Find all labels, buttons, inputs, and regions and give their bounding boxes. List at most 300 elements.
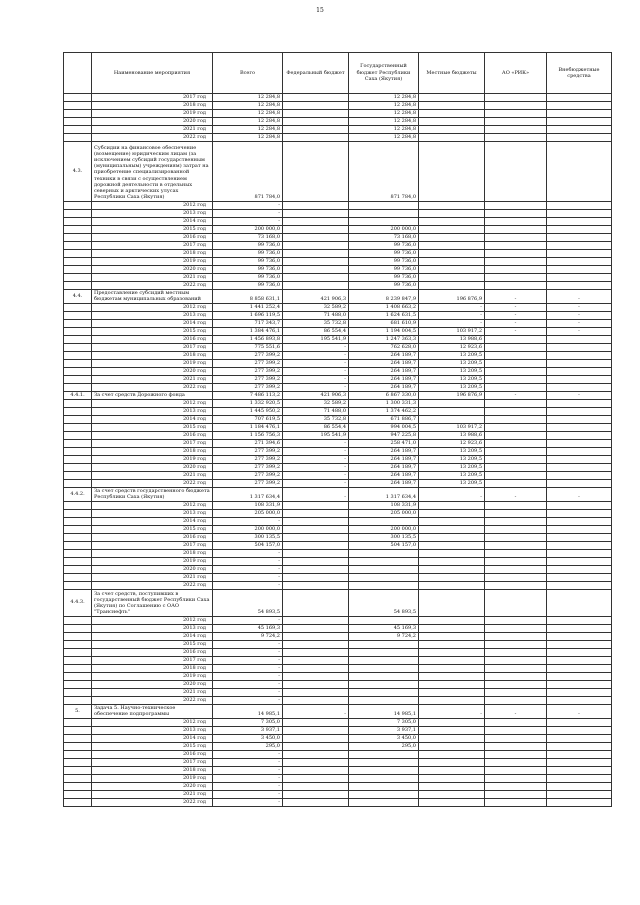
federal-cell: 421 906,3 [283, 391, 349, 399]
local-cell [419, 533, 485, 541]
rik-cell [485, 525, 547, 533]
total-cell: 277 399,2 [213, 359, 283, 367]
rik-cell [485, 126, 547, 134]
federal-cell: - [283, 343, 349, 351]
offbudget-cell: - [547, 289, 612, 303]
year-label: 2021 год [92, 375, 213, 383]
row-index [64, 303, 92, 311]
total-cell: - [213, 758, 283, 766]
offbudget-cell: - [547, 391, 612, 399]
local-cell: 13 209,5 [419, 479, 485, 487]
offbudget-cell [547, 281, 612, 289]
row-index [64, 265, 92, 273]
offbudget-cell [547, 718, 612, 726]
year-row [64, 447, 612, 455]
year-row [64, 241, 612, 249]
year-label: 2017 год [92, 343, 213, 351]
rik-cell [485, 766, 547, 774]
offbudget-cell [547, 241, 612, 249]
local-cell: 13 209,5 [419, 383, 485, 391]
row-index [64, 399, 92, 407]
row-index [64, 439, 92, 447]
row-index [64, 273, 92, 281]
year-row [64, 110, 612, 118]
row-index [64, 431, 92, 439]
local-cell: 13 988,6 [419, 431, 485, 439]
local-cell [419, 656, 485, 664]
republic-cell: 1 300 331,3 [349, 399, 419, 407]
year-row [64, 118, 612, 126]
year-row [64, 696, 612, 704]
total-cell: 1 317 634,4 [213, 487, 283, 501]
republic-cell: 200 000,0 [349, 225, 419, 233]
total-cell: - [213, 782, 283, 790]
local-cell [419, 501, 485, 509]
local-cell [419, 399, 485, 407]
total-cell: 871 784,0 [213, 142, 283, 202]
federal-cell [283, 616, 349, 624]
local-cell: - [419, 704, 485, 718]
offbudget-cell [547, 557, 612, 565]
row-index [64, 656, 92, 664]
republic-cell: 295,0 [349, 742, 419, 750]
rik-cell [485, 557, 547, 565]
total-cell: - [213, 680, 283, 688]
year-row [64, 648, 612, 656]
local-cell: 13 209,5 [419, 375, 485, 383]
total-cell: 1 441 252,4 [213, 303, 283, 311]
row-index [64, 110, 92, 118]
local-cell [419, 573, 485, 581]
year-row [64, 273, 612, 281]
local-cell [419, 233, 485, 241]
total-cell: 12 284,8 [213, 102, 283, 110]
republic-cell: 947 225,8 [349, 431, 419, 439]
section-row [64, 142, 612, 202]
local-cell [419, 273, 485, 281]
local-cell [419, 517, 485, 525]
year-label: 2014 год [92, 415, 213, 423]
federal-cell: - [283, 351, 349, 359]
local-cell: - [419, 311, 485, 319]
rik-cell [485, 471, 547, 479]
offbudget-cell [547, 343, 612, 351]
total-cell: 1 156 756,3 [213, 431, 283, 439]
total-cell: 277 399,2 [213, 447, 283, 455]
row-index [64, 565, 92, 573]
rik-cell [485, 742, 547, 750]
total-cell: - [213, 557, 283, 565]
republic-cell [349, 573, 419, 581]
local-cell [419, 118, 485, 126]
local-cell [419, 616, 485, 624]
rik-cell [485, 94, 547, 102]
local-cell [419, 734, 485, 742]
row-index [64, 557, 92, 565]
row-index [64, 209, 92, 217]
republic-cell: 73 168,0 [349, 233, 419, 241]
total-cell: 277 399,2 [213, 351, 283, 359]
federal-cell [283, 265, 349, 273]
row-index: 4.3. [64, 142, 92, 202]
year-row [64, 680, 612, 688]
year-row [64, 265, 612, 273]
offbudget-cell [547, 471, 612, 479]
federal-cell: 86 554,4 [283, 423, 349, 431]
row-index [64, 726, 92, 734]
offbudget-cell [547, 581, 612, 589]
total-cell: - [213, 640, 283, 648]
local-cell [419, 126, 485, 134]
year-label: 2015 год [92, 742, 213, 750]
federal-cell [283, 241, 349, 249]
row-index [64, 501, 92, 509]
local-cell [419, 774, 485, 782]
offbudget-cell [547, 463, 612, 471]
rik-cell: - [485, 487, 547, 501]
offbudget-cell [547, 415, 612, 423]
offbudget-cell [547, 439, 612, 447]
local-cell [419, 134, 485, 142]
local-cell [419, 541, 485, 549]
federal-cell: - [283, 487, 349, 501]
offbudget-cell [547, 573, 612, 581]
total-cell: 1 696 119,5 [213, 311, 283, 319]
local-cell [419, 142, 485, 202]
federal-cell: 86 554,4 [283, 327, 349, 335]
local-cell: - [419, 319, 485, 327]
rik-cell [485, 439, 547, 447]
section-title: Субсидии на финансовое обеспечение (возмещение) юридическим лицам (за исключением субсидий государственным (муниципальным) учреждениям) затрат на приобретение специализированной техники в связи с осуществлением дорожной деятельности в отдельных северных и арктических улусах Республики Саха (Якутия) [92, 142, 213, 202]
offbudget-cell [547, 447, 612, 455]
year-label: 2018 год [92, 447, 213, 455]
offbudget-cell [547, 664, 612, 672]
federal-cell: 32 589,2 [283, 399, 349, 407]
federal-cell [283, 557, 349, 565]
offbudget-cell [547, 134, 612, 142]
total-cell: 717 343,7 [213, 319, 283, 327]
offbudget-cell [547, 640, 612, 648]
offbudget-cell [547, 696, 612, 704]
offbudget-cell [547, 509, 612, 517]
offbudget-cell [547, 501, 612, 509]
year-label: 2018 год [92, 102, 213, 110]
year-row [64, 249, 612, 257]
federal-cell [283, 734, 349, 742]
row-index [64, 126, 92, 134]
republic-cell: 3 937,1 [349, 726, 419, 734]
total-cell: - [213, 217, 283, 225]
year-row [64, 102, 612, 110]
row-index [64, 343, 92, 351]
total-cell: 1 184 476,1 [213, 423, 283, 431]
local-cell [419, 750, 485, 758]
row-index [64, 102, 92, 110]
local-cell [419, 565, 485, 573]
federal-cell [283, 640, 349, 648]
year-label: 2022 год [92, 281, 213, 289]
rik-cell [485, 718, 547, 726]
year-row [64, 335, 612, 343]
year-row [64, 509, 612, 517]
row-index [64, 624, 92, 632]
rik-cell [485, 549, 547, 557]
rik-cell [485, 541, 547, 549]
federal-cell [283, 672, 349, 680]
row-index [64, 201, 92, 209]
federal-cell: - [283, 447, 349, 455]
federal-cell: 35 732,8 [283, 319, 349, 327]
republic-cell: 205 000,0 [349, 509, 419, 517]
row-index [64, 782, 92, 790]
year-label: 2017 год [92, 656, 213, 664]
row-index [64, 471, 92, 479]
total-cell: 277 399,2 [213, 455, 283, 463]
total-cell: - [213, 209, 283, 217]
republic-cell: 504 157,0 [349, 541, 419, 549]
rik-cell [485, 118, 547, 126]
republic-cell [349, 640, 419, 648]
offbudget-cell [547, 94, 612, 102]
federal-cell [283, 102, 349, 110]
year-label: 2022 год [92, 134, 213, 142]
year-row [64, 525, 612, 533]
offbudget-cell: - [547, 327, 612, 335]
rik-cell [485, 335, 547, 343]
year-label: 2014 год [92, 319, 213, 327]
total-cell: 707 619,5 [213, 415, 283, 423]
federal-cell [283, 758, 349, 766]
local-cell [419, 718, 485, 726]
federal-cell [283, 217, 349, 225]
offbudget-cell: - [547, 487, 612, 501]
republic-cell [349, 581, 419, 589]
total-cell: - [213, 581, 283, 589]
row-index [64, 509, 92, 517]
row-index [64, 415, 92, 423]
rik-cell [485, 517, 547, 525]
column-header: Наименование мероприятия [92, 53, 213, 94]
offbudget-cell [547, 142, 612, 202]
year-label: 2022 год [92, 383, 213, 391]
republic-cell: 12 284,8 [349, 118, 419, 126]
republic-cell: 6 867 330,0 [349, 391, 419, 399]
offbudget-cell [547, 782, 612, 790]
year-label: 2016 год [92, 431, 213, 439]
year-label: 2021 год [92, 573, 213, 581]
row-index [64, 134, 92, 142]
year-label: 2019 год [92, 557, 213, 565]
year-label: 2013 год [92, 209, 213, 217]
budget-table [63, 52, 612, 807]
federal-cell: - [283, 439, 349, 447]
row-index [64, 257, 92, 265]
rik-cell [485, 774, 547, 782]
year-label: 2020 год [92, 265, 213, 273]
offbudget-cell [547, 624, 612, 632]
rik-cell [485, 790, 547, 798]
republic-cell [349, 565, 419, 573]
total-cell: - [213, 517, 283, 525]
federal-cell [283, 742, 349, 750]
row-index [64, 750, 92, 758]
total-cell: - [213, 750, 283, 758]
year-label: 2017 год [92, 758, 213, 766]
year-row [64, 407, 612, 415]
total-cell: 504 157,0 [213, 541, 283, 549]
rik-cell: - [485, 311, 547, 319]
offbudget-cell [547, 399, 612, 407]
row-index [64, 351, 92, 359]
republic-cell: 264 189,7 [349, 351, 419, 359]
republic-cell [349, 217, 419, 225]
total-cell: - [213, 573, 283, 581]
federal-cell [283, 201, 349, 209]
total-cell: - [213, 672, 283, 680]
section-row [64, 704, 612, 718]
rik-cell [485, 589, 547, 616]
total-cell: 277 399,2 [213, 479, 283, 487]
row-index: 5. [64, 704, 92, 718]
row-index [64, 672, 92, 680]
republic-cell: 264 189,7 [349, 367, 419, 375]
year-row [64, 399, 612, 407]
total-cell: 14 985,1 [213, 704, 283, 718]
index-header [64, 53, 92, 94]
local-cell [419, 696, 485, 704]
row-index [64, 581, 92, 589]
row-index [64, 616, 92, 624]
year-label: 2022 год [92, 581, 213, 589]
year-label: 2020 год [92, 463, 213, 471]
year-label: 2016 год [92, 533, 213, 541]
row-index [64, 359, 92, 367]
federal-cell [283, 142, 349, 202]
rik-cell [485, 758, 547, 766]
row-index [64, 423, 92, 431]
republic-cell: 994 004,5 [349, 423, 419, 431]
republic-cell [349, 549, 419, 557]
year-label: 2022 год [92, 696, 213, 704]
local-cell [419, 758, 485, 766]
republic-cell [349, 688, 419, 696]
year-row [64, 573, 612, 581]
total-cell: 200 000,0 [213, 525, 283, 533]
total-cell: 277 399,2 [213, 383, 283, 391]
republic-cell [349, 774, 419, 782]
rik-cell: - [485, 327, 547, 335]
offbudget-cell [547, 367, 612, 375]
row-index: 4.4.1. [64, 391, 92, 399]
year-label: 2019 год [92, 774, 213, 782]
row-index [64, 367, 92, 375]
year-row [64, 557, 612, 565]
offbudget-cell [547, 648, 612, 656]
republic-cell: 1 374 462,2 [349, 407, 419, 415]
row-index [64, 573, 92, 581]
republic-cell [349, 209, 419, 217]
row-index [64, 525, 92, 533]
local-cell: 196 876,9 [419, 391, 485, 399]
republic-cell [349, 672, 419, 680]
republic-cell: 45 169,3 [349, 624, 419, 632]
year-label: 2016 год [92, 648, 213, 656]
section-title: За счет средств государственного бюджета Республики Саха (Якутия) [92, 487, 213, 501]
row-index [64, 798, 92, 806]
republic-cell: 264 189,7 [349, 359, 419, 367]
offbudget-cell [547, 517, 612, 525]
rik-cell [485, 102, 547, 110]
federal-cell: 71 488,0 [283, 311, 349, 319]
year-label: 2020 год [92, 782, 213, 790]
total-cell: 295,0 [213, 742, 283, 750]
offbudget-cell [547, 790, 612, 798]
republic-cell: 99 736,0 [349, 249, 419, 257]
section-title: За счет средств, поступивших в государственный бюджет Республики Саха (Якутия) по Соглашению с ОАО "Транснефть" [92, 589, 213, 616]
total-cell: 99 736,0 [213, 257, 283, 265]
republic-cell [349, 782, 419, 790]
year-label: 2019 год [92, 672, 213, 680]
row-index [64, 319, 92, 327]
year-row [64, 718, 612, 726]
republic-cell: 1 624 631,5 [349, 311, 419, 319]
rik-cell [485, 648, 547, 656]
offbudget-cell [547, 265, 612, 273]
local-cell [419, 407, 485, 415]
offbudget-cell: - [547, 704, 612, 718]
republic-cell: 7 305,0 [349, 718, 419, 726]
year-row [64, 616, 612, 624]
local-cell [419, 217, 485, 225]
federal-cell [283, 750, 349, 758]
rik-cell [485, 233, 547, 241]
republic-cell: 264 189,7 [349, 455, 419, 463]
republic-cell: 1 408 663,2 [349, 303, 419, 311]
offbudget-cell [547, 273, 612, 281]
year-label: 2017 год [92, 94, 213, 102]
local-cell [419, 581, 485, 589]
column-header: АО «РИК» [485, 53, 547, 94]
total-cell: 1 445 950,2 [213, 407, 283, 415]
year-label: 2017 год [92, 439, 213, 447]
total-cell: 73 168,0 [213, 233, 283, 241]
year-row [64, 541, 612, 549]
offbudget-cell [547, 225, 612, 233]
offbudget-cell [547, 209, 612, 217]
row-index [64, 632, 92, 640]
rik-cell [485, 257, 547, 265]
row-index [64, 335, 92, 343]
rik-cell [485, 581, 547, 589]
year-row [64, 126, 612, 134]
year-label: 2015 год [92, 327, 213, 335]
year-label: 2020 год [92, 680, 213, 688]
year-label: 2018 год [92, 351, 213, 359]
offbudget-cell [547, 351, 612, 359]
column-header: Государственный бюджет Республики Саха (Якутия) [349, 53, 419, 94]
federal-cell: - [283, 383, 349, 391]
rik-cell [485, 501, 547, 509]
republic-cell: 258 471,0 [349, 439, 419, 447]
republic-cell: 12 284,8 [349, 126, 419, 134]
republic-cell: 264 189,7 [349, 471, 419, 479]
year-row [64, 517, 612, 525]
year-row [64, 750, 612, 758]
republic-cell: 1 317 634,4 [349, 487, 419, 501]
rik-cell [485, 455, 547, 463]
year-label: 2019 год [92, 359, 213, 367]
year-label: 2021 год [92, 790, 213, 798]
